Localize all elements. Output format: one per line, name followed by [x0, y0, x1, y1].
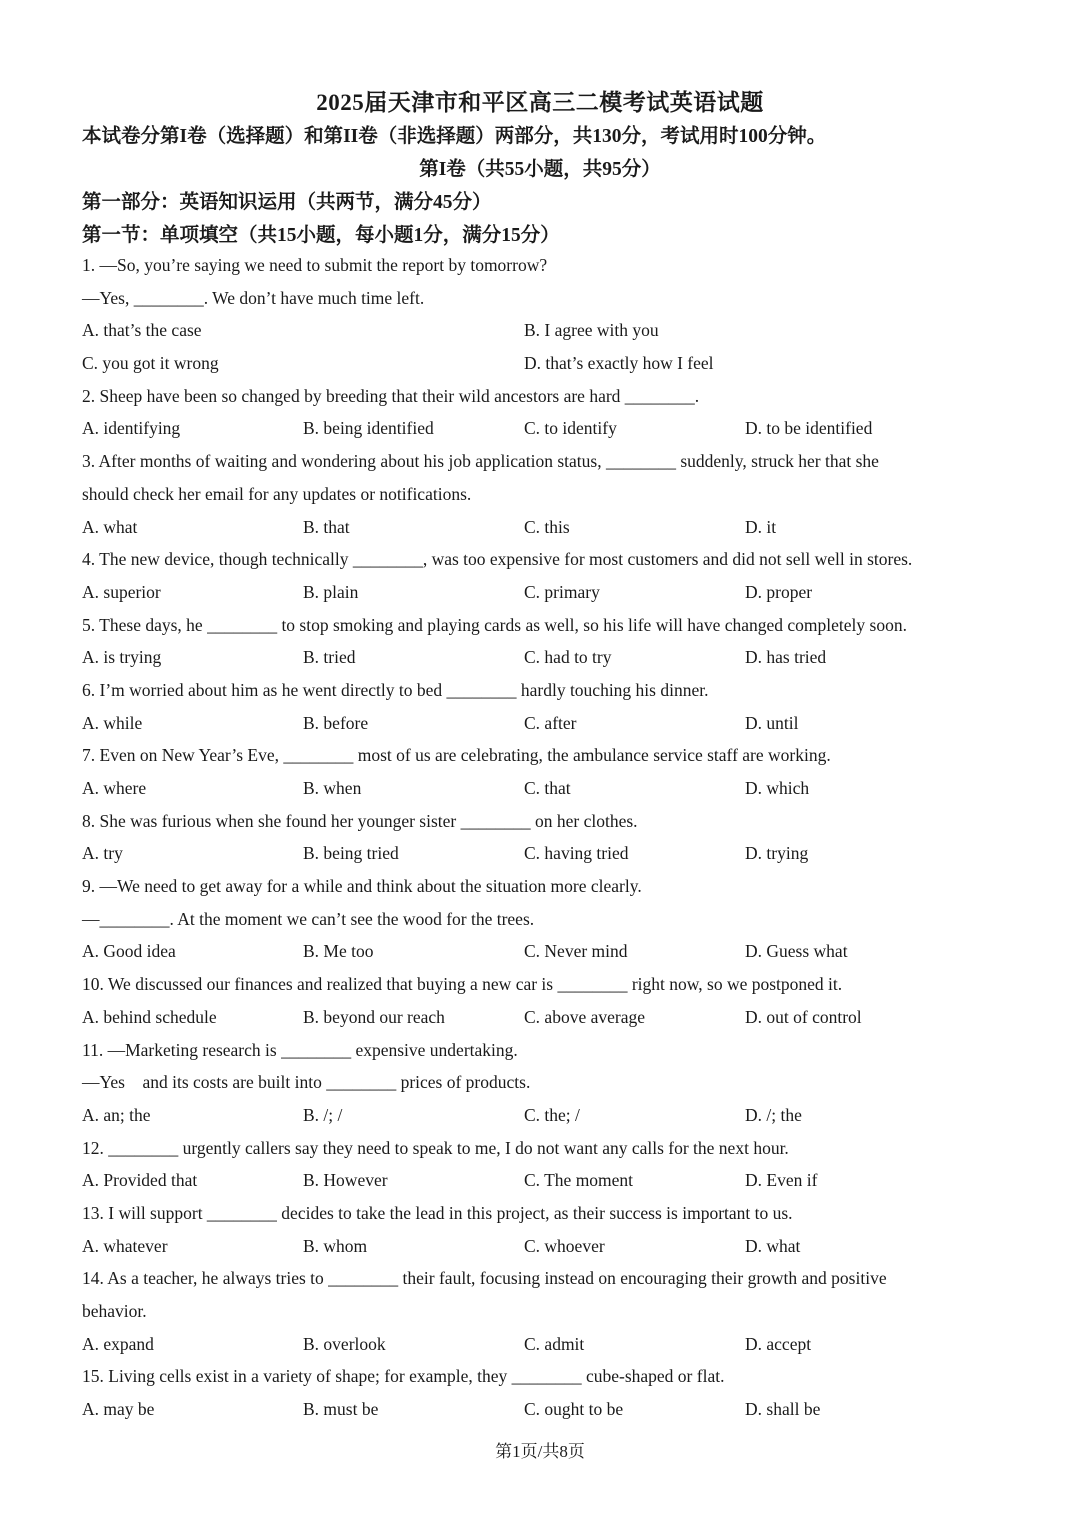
option-c: C. whoever — [524, 1235, 605, 1256]
option-d: D. has tried — [745, 647, 827, 668]
option-c: C. ought to be — [524, 1399, 624, 1420]
option-a: A. an; the — [82, 1104, 151, 1125]
option-b: B. whom — [303, 1235, 368, 1256]
question-10 — [82, 968, 1002, 1033]
question-13 — [82, 1197, 1002, 1262]
question-9 — [82, 870, 1002, 968]
page-number: 第1页/共8页 — [495, 1442, 585, 1461]
option-a: A. superior — [82, 581, 161, 602]
option-row — [82, 1328, 1002, 1361]
question-8 — [82, 805, 1002, 870]
option-d: D. until — [745, 712, 799, 733]
option-c: C. Never mind — [524, 941, 628, 962]
option-a: A. where — [82, 778, 147, 798]
option-b: B. plain — [303, 581, 359, 602]
option-row — [82, 511, 1002, 544]
question-stem-line: 8. She was furious when she found her younger sister ________ on her clothes. — [82, 810, 638, 831]
option-b: B. when — [303, 778, 362, 798]
option-b: B. /; / — [303, 1104, 343, 1125]
option-c: C. to identify — [524, 418, 617, 439]
question-stem-line: 3. After months of waiting and wondering about his job application status, ________ suddenly, struck her that she — [82, 451, 879, 472]
option-b: B. overlook — [303, 1333, 386, 1354]
option-a: A. Good idea — [82, 941, 176, 962]
option-c: C. this — [524, 516, 570, 537]
option-row — [82, 707, 1002, 740]
option-b: B. must be — [303, 1399, 379, 1420]
option-a: A. while — [82, 712, 143, 733]
option-b: B. being identified — [303, 418, 434, 439]
option-b: B. I agree with you — [524, 320, 659, 341]
option-row — [82, 1393, 1002, 1426]
question-stem-line: behavior. — [82, 1301, 147, 1321]
question-stem-line: 6. I’m worried about him as he went directly to bed ________ hardly touching his dinner. — [82, 679, 709, 700]
question-stem-line: 2. Sheep have been so changed by breeding that their wild ancestors are hard ________. — [82, 385, 700, 406]
option-a: A. may be — [82, 1399, 155, 1420]
question-stem-line: 10. We discussed our finances and realized that buying a new car is ________ right now, so we postponed it. — [82, 974, 843, 995]
question-1 — [82, 249, 1002, 380]
option-c: C. after — [524, 712, 577, 733]
question-stem-line: 13. I will support ________ decides to take the lead in this project, as their success is important to us. — [82, 1202, 793, 1223]
question-stem-line: —Yes, ________. We don’t have much time left. — [82, 287, 425, 308]
option-d: D. to be identified — [745, 418, 873, 439]
option-d: D. out of control — [745, 1006, 862, 1027]
question-stem-line: 5. These days, he ________ to stop smoking and playing cards as well, so his life will have changed completely soon. — [82, 614, 907, 635]
question-stem-line: —________. At the moment we can’t see the wood for the trees. — [82, 908, 535, 929]
option-a: A. Provided that — [82, 1170, 198, 1191]
option-d: D. shall be — [745, 1399, 821, 1420]
option-c: C. The moment — [524, 1170, 634, 1191]
option-row — [82, 1164, 1002, 1197]
option-c: C. having tried — [524, 843, 629, 864]
option-c: C. the; / — [524, 1104, 580, 1125]
option-d: D. trying — [745, 843, 809, 864]
option-b: B. tried — [303, 647, 356, 668]
option-c: C. above average — [524, 1006, 645, 1027]
option-b: B. before — [303, 712, 369, 733]
question-stem-line: —Yes and its costs are built into ________ prices of products. — [82, 1072, 531, 1093]
option-a: A. is trying — [82, 647, 162, 668]
option-c: C. admit — [524, 1333, 585, 1354]
question-stem-line: 4. The new device, though technically ________, was too expensive for most customers and did not sell well in stores. — [82, 549, 913, 570]
option-d: D. proper — [745, 581, 813, 602]
question-2 — [82, 380, 1002, 445]
exam-title: 2025届天津市和平区高三二模考试英语试题 — [316, 90, 764, 115]
option-row — [82, 1099, 1002, 1132]
option-d: D. which — [745, 778, 810, 798]
volume-heading: 第I卷（共55小题，共95分） — [419, 159, 661, 180]
question-list — [82, 249, 1002, 1426]
question-12 — [82, 1132, 1002, 1197]
part-heading: 第一部分：英语知识运用（共两节，满分45分） — [82, 192, 492, 213]
option-b: B. that — [303, 516, 350, 537]
option-a: A. whatever — [82, 1235, 168, 1256]
question-stem-line: should check her email for any updates or notifications. — [82, 483, 472, 504]
option-c: C. you got it wrong — [82, 353, 219, 374]
question-5 — [82, 609, 1002, 674]
question-stem-line: 11. —Marketing research is ________ expensive undertaking. — [82, 1039, 518, 1060]
question-stem-line: 15. Living cells exist in a variety of shape; for example, they ________ cube-shaped or flat. — [82, 1366, 725, 1387]
question-stem-line: 9. —We need to get away for a while and think about the situation more clearly. — [82, 876, 642, 897]
option-b: B. beyond our reach — [303, 1006, 445, 1027]
option-b: B. Me too — [303, 941, 374, 962]
exam-intro: 本试卷分第I卷（选择题）和第II卷（非选择题）两部分，共130分，考试用时100分钟。 — [82, 126, 827, 147]
question-14 — [82, 1262, 1002, 1360]
option-d: D. Even if — [745, 1170, 818, 1191]
option-row — [82, 1001, 1002, 1034]
option-c: C. that — [524, 778, 571, 798]
option-d: D. /; the — [745, 1104, 802, 1125]
option-d: D. Guess what — [745, 941, 848, 962]
option-row — [82, 1230, 1002, 1263]
option-row — [82, 576, 1002, 609]
question-stem-line: 7. Even on New Year’s Eve, ________ most of us are celebrating, the ambulance service staff are working. — [82, 745, 831, 766]
question-4 — [82, 543, 1002, 608]
option-b: B. being tried — [303, 843, 399, 864]
option-row — [82, 347, 1002, 380]
question-6 — [82, 674, 1002, 739]
question-3 — [82, 445, 1002, 543]
section-heading: 第一节：单项填空（共15小题，每小题1分，满分15分） — [82, 225, 560, 246]
option-a: A. expand — [82, 1333, 154, 1354]
option-d: D. that’s exactly how I feel — [524, 353, 714, 374]
question-stem-line: 12. ________ urgently callers say they need to speak to me, I do not want any calls for the next hour. — [82, 1137, 789, 1158]
question-stem-line: 1. —So, you’re saying we need to submit the report by tomorrow? — [82, 255, 548, 275]
option-a: A. try — [82, 843, 123, 864]
option-c: C. primary — [524, 581, 600, 602]
option-b: B. However — [303, 1170, 388, 1191]
option-a: A. identifying — [82, 418, 181, 439]
option-row — [82, 314, 1002, 347]
question-11 — [82, 1034, 1002, 1132]
option-row — [82, 641, 1002, 674]
option-row — [82, 412, 1002, 445]
option-a: A. what — [82, 516, 138, 537]
option-d: D. accept — [745, 1333, 812, 1354]
option-row — [82, 935, 1002, 968]
question-15 — [82, 1360, 1002, 1425]
option-a: A. that’s the case — [82, 320, 202, 341]
question-7 — [82, 739, 1002, 804]
option-a: A. behind schedule — [82, 1006, 217, 1027]
option-c: C. had to try — [524, 647, 612, 668]
option-row — [82, 772, 1002, 805]
option-d: D. what — [745, 1235, 801, 1256]
option-row — [82, 837, 1002, 870]
question-stem-line: 14. As a teacher, he always tries to ________ their fault, focusing instead on encouraging their growth and positive — [82, 1268, 887, 1289]
option-d: D. it — [745, 516, 777, 537]
